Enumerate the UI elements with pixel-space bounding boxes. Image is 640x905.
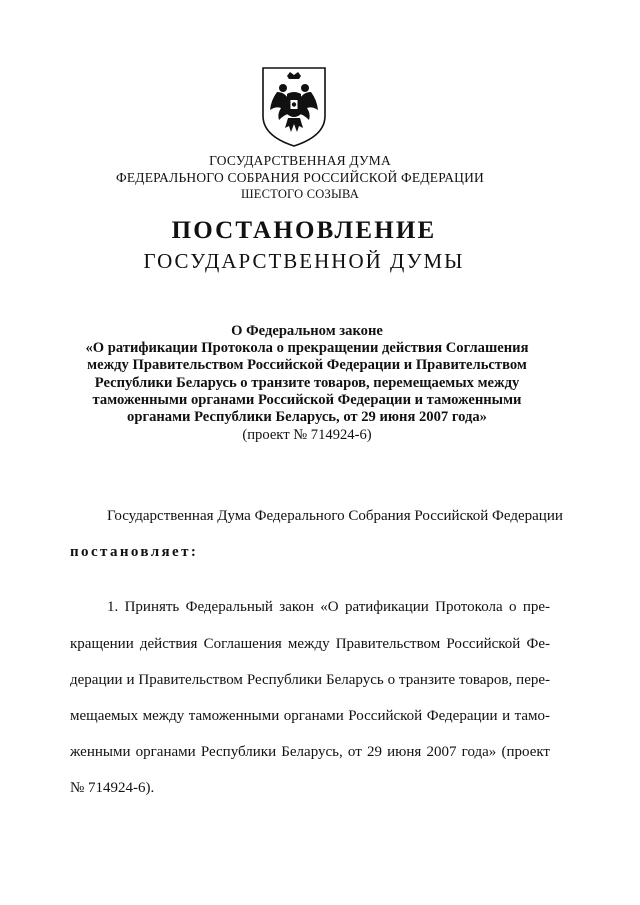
paragraph-line: дерации и Правительством Республики Беларусь о транзите товаров, пере- [70,672,550,688]
paragraph-line: кращении действия Соглашения между Правительством Российской Фе- [70,636,550,652]
law-title-line: между Правительством Российской Федерации и Правительством [87,357,527,374]
document-subtitle: ГОСУДАРСТВЕННОЙ ДУМЫ [143,249,465,273]
law-title-line: таможенными органами Российской Федерации и таможенными [92,391,522,408]
project-number: (проект № 714924-6) [242,427,372,443]
law-title-line: Республики Беларусь о транзите товаров, перемещаемых между [94,374,520,391]
law-title-block [70,323,544,426]
header-line-convocation: ШЕСТОГО СОЗЫВА [240,187,360,201]
paragraph-line: 1. Принять Федеральный закон «О ратификации Протокола о пре- [107,599,550,615]
double-headed-eagle-icon [259,64,329,148]
issuing-authority [0,152,600,203]
preamble: Государственная Дума Федерального Собрания Российской Федерации [107,508,563,524]
paragraph-line: № 714924-6). [70,780,155,796]
paragraph-line: мещаемых между таможенными органами Российской Федерации и тамо- [70,708,550,724]
law-title-line: О Федеральном законе [231,323,383,339]
paragraph-line: женными органами Республики Беларусь, от 29 июня 2007 года» (проект [70,744,550,760]
header-line-duma: ГОСУДАРСТВЕННАЯ ДУМА [209,153,391,168]
decree-word: постановляет: [70,544,199,560]
coat-of-arms-emblem [259,64,329,148]
law-title-line: «О ратификации Протокола о прекращении действия Соглашения [85,340,529,357]
header-line-federal-assembly: ФЕДЕРАЛЬНОГО СОБРАНИЯ РОССИЙСКОЙ ФЕДЕРАЦИИ [116,170,484,185]
law-title-line: органами Республики Беларусь, от 29 июня 2007 года» [127,409,487,426]
document-title: ПОСТАНОВЛЕНИЕ [171,217,437,244]
